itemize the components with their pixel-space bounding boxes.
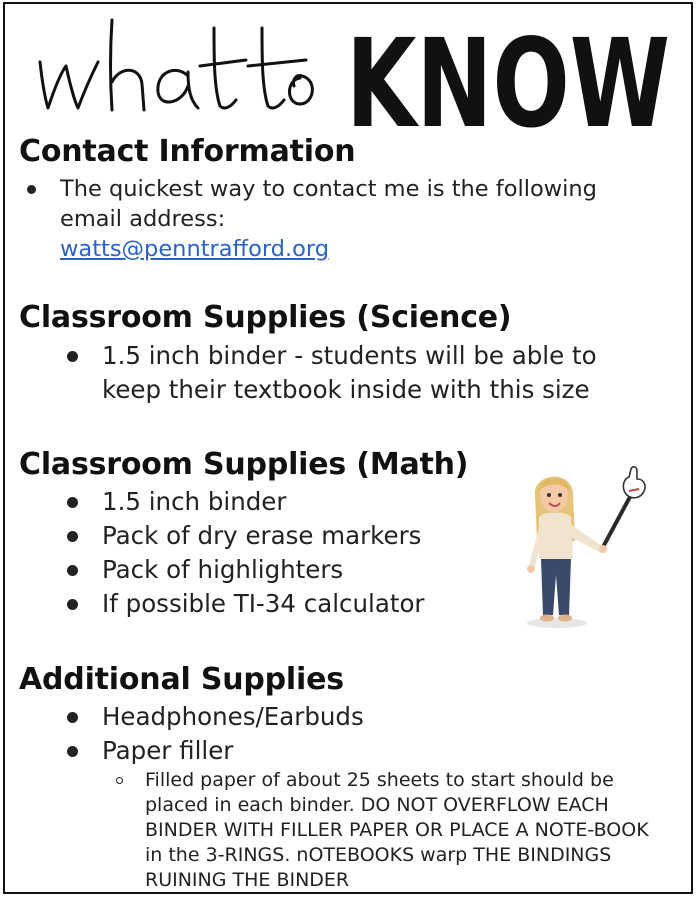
filler-note-line: BINDER WITH FILLER PAPER OR PLACE A NOTE-BOOK	[145, 819, 649, 841]
title-banner	[0, 0, 700, 140]
bullet-dot	[67, 599, 78, 610]
bullet-dot	[67, 497, 78, 508]
bullet-dot	[27, 185, 36, 194]
math-supplies-heading: Classroom Supplies (Math)	[19, 447, 469, 482]
science-supplies-heading: Classroom Supplies (Science)	[19, 300, 512, 335]
filler-note-line: RUINING THE BINDER	[145, 869, 350, 891]
math-item: Pack of highlighters	[102, 555, 344, 584]
bold-title-know: KNOW	[346, 13, 670, 140]
bullet-dot	[67, 351, 78, 362]
bullet-dot	[67, 531, 78, 542]
math-item: Pack of dry erase markers	[102, 521, 422, 550]
bullet-dot	[67, 565, 78, 576]
contact-text-line2: email address:	[60, 206, 226, 232]
bullet-dot	[67, 712, 78, 723]
contact-heading: Contact Information	[19, 134, 356, 169]
filler-note-line: in the 3-RINGS. nOTEBOOKS warp THE BINDINGS	[145, 844, 612, 866]
science-item-line1: 1.5 inch binder - students will be able to	[102, 341, 597, 370]
bullet-dot	[67, 746, 78, 757]
filler-note-line: placed in each binder. DO NOT OVERFLOW EACH	[145, 794, 609, 816]
math-item: 1.5 inch binder	[102, 487, 287, 516]
sub-bullet-circle	[116, 777, 123, 784]
script-title-what-to	[40, 20, 312, 110]
additional-supplies-heading: Additional Supplies	[19, 662, 344, 697]
additional-item: Paper filler	[102, 736, 234, 765]
science-item-line2: keep their textbook inside with this size	[102, 375, 590, 404]
filler-note-line: Filled paper of about 25 sheets to start should be	[145, 769, 614, 791]
contact-text-line1: The quickest way to contact me is the following	[60, 176, 597, 202]
additional-item: Headphones/Earbuds	[102, 702, 364, 731]
teacher-avatar-with-pointer-icon	[515, 465, 655, 635]
math-item: If possible TI-34 calculator	[102, 589, 425, 618]
contact-email-link[interactable]: watts@penntrafford.org	[60, 236, 330, 262]
